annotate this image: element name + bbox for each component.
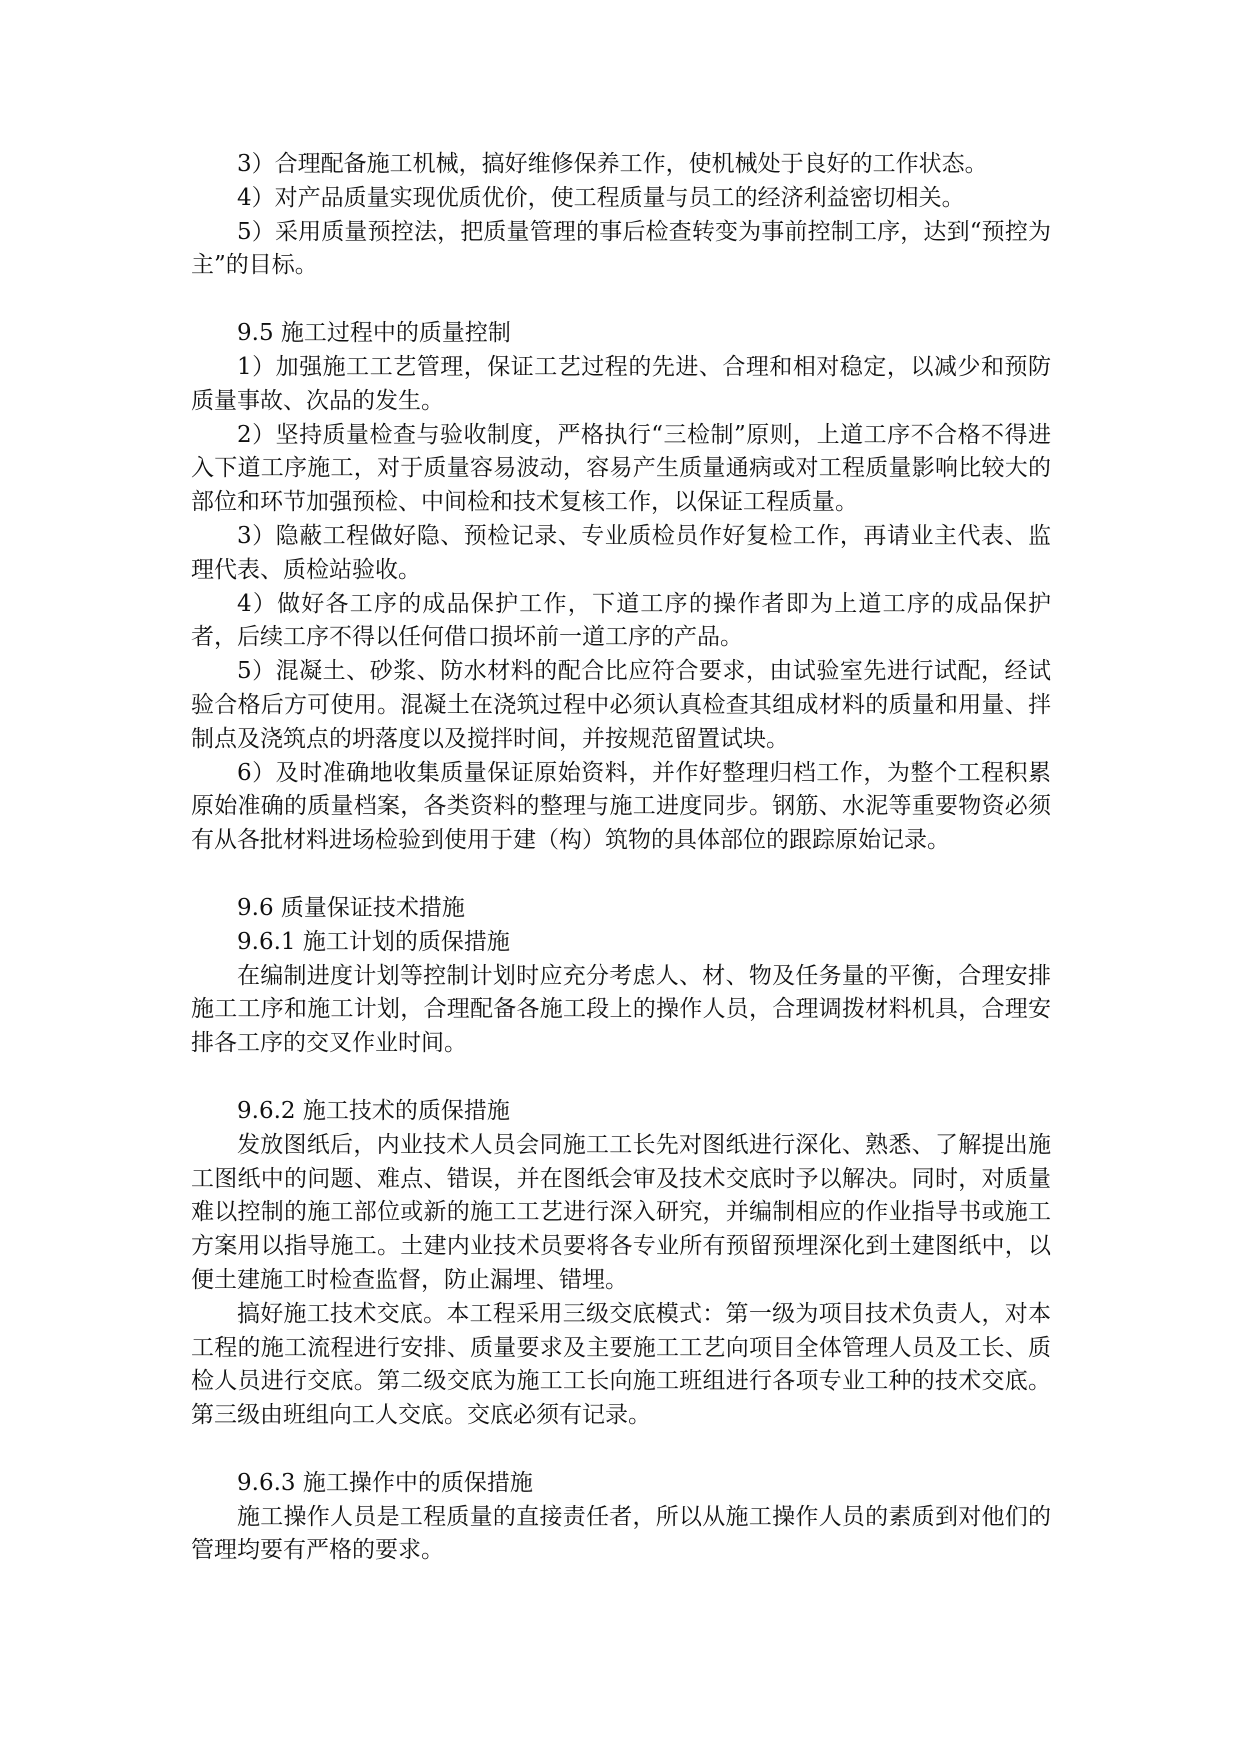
paragraph-4-quality-pricing: 4）对产品质量实现优质优价，使工程质量与员工的经济利益密切相关。 (237, 184, 965, 211)
paragraph-process-6: 6）及时准确地收集质量保证原始资料，并作好整理归档工作，为整个工程积累原始准确的质量档案，各类资料的整理与施工进度同步。钢筋、水泥等重要物资必须有从各批材料进场检验到使用于建（构）筑物的具体部位的跟踪原始记录。 (191, 759, 1051, 854)
paragraph-plan-measures: 在编制进度计划等控制计划时应充分考虑人、材、物及任务量的平衡，合理安排施工工序和施工计划，合理配备各施工段上的操作人员，合理调拨材料机具，合理安排各工序的交叉作业时间。 (191, 962, 1051, 1057)
heading-9-6-2: 9.6.2 施工技术的质保措施 (237, 1097, 510, 1124)
section-gap (191, 283, 1051, 317)
section-gap (191, 1433, 1051, 1467)
section-gap (191, 858, 1051, 892)
heading-9-6-3: 9.6.3 施工操作中的质保措施 (237, 1469, 533, 1496)
paragraph-process-3: 3）隐蔽工程做好隐、预检记录、专业质检员作好复检工作，再请业主代表、监理代表、质检站验收。 (191, 522, 1051, 583)
paragraph-5-pre-control: 5）采用质量预控法，把质量管理的事后检查转变为事前控制工序，达到“预控为主”的目标。 (191, 218, 1051, 279)
paragraph-process-1: 1）加强施工工艺管理，保证工艺过程的先进、合理和相对稳定，以减少和预防质量事故、次品的发生。 (191, 353, 1051, 414)
paragraph-3-machinery: 3）合理配备施工机械，搞好维修保养工作，使机械处于良好的工作状态。 (237, 151, 988, 177)
section-gap (191, 1061, 1051, 1095)
paragraph-technical-briefing: 搞好施工技术交底。本工程采用三级交底模式：第一级为项目技术负责人，对本工程的施工流程进行安排、质量要求及主要施工工艺向项目全体管理人员及工长、质检人员进行交底。第二级交底为施工工长向施工班组进行各项专业工种的技术交底。第三级由班组向工人交底。交底必须有记录。 (191, 1300, 1051, 1429)
paragraph-operators: 施工操作人员是工程质量的直接责任者，所以从施工操作人员的素质到对他们的管理均要有严格的要求。 (191, 1503, 1051, 1564)
heading-9-6: 9.6 质量保证技术措施 (237, 894, 465, 921)
heading-9-6-1: 9.6.1 施工计划的质保措施 (237, 928, 510, 955)
document-body (191, 148, 1051, 1568)
paragraph-process-2: 2）坚持质量检查与验收制度，严格执行“三检制”原则，上道工序不合格不得进入下道工序施工，对于质量容易波动，容易产生质量通病或对工程质量影响比较大的部位和环节加强预检、中间检和技术复核工作，以保证工程质量。 (191, 421, 1051, 516)
paragraph-drawings: 发放图纸后，内业技术人员会同施工工长先对图纸进行深化、熟悉、了解提出施工图纸中的问题、难点、错误，并在图纸会审及技术交底时予以解决。同时，对质量难以控制的施工部位或新的施工工艺进行深入研究，并编制相应的作业指导书或施工方案用以指导施工。土建内业技术员要将各专业所有预留预埋深化到土建图纸中，以便土建施工时检查监督，防止漏埋、错埋。 (191, 1131, 1051, 1293)
paragraph-process-5: 5）混凝土、砂浆、防水材料的配合比应符合要求，由试验室先进行试配，经试验合格后方可使用。混凝土在浇筑过程中必须认真检查其组成材料的质量和用量、拌制点及浇筑点的坍落度以及搅拌时间，并按规范留置试块。 (191, 658, 1051, 752)
heading-9-5: 9.5 施工过程中的质量控制 (237, 320, 511, 347)
paragraph-process-4: 4）做好各工序的成品保护工作，下道工序的操作者即为上道工序的成品保护者，后续工序不得以任何借口损坏前一道工序的产品。 (191, 590, 1051, 651)
